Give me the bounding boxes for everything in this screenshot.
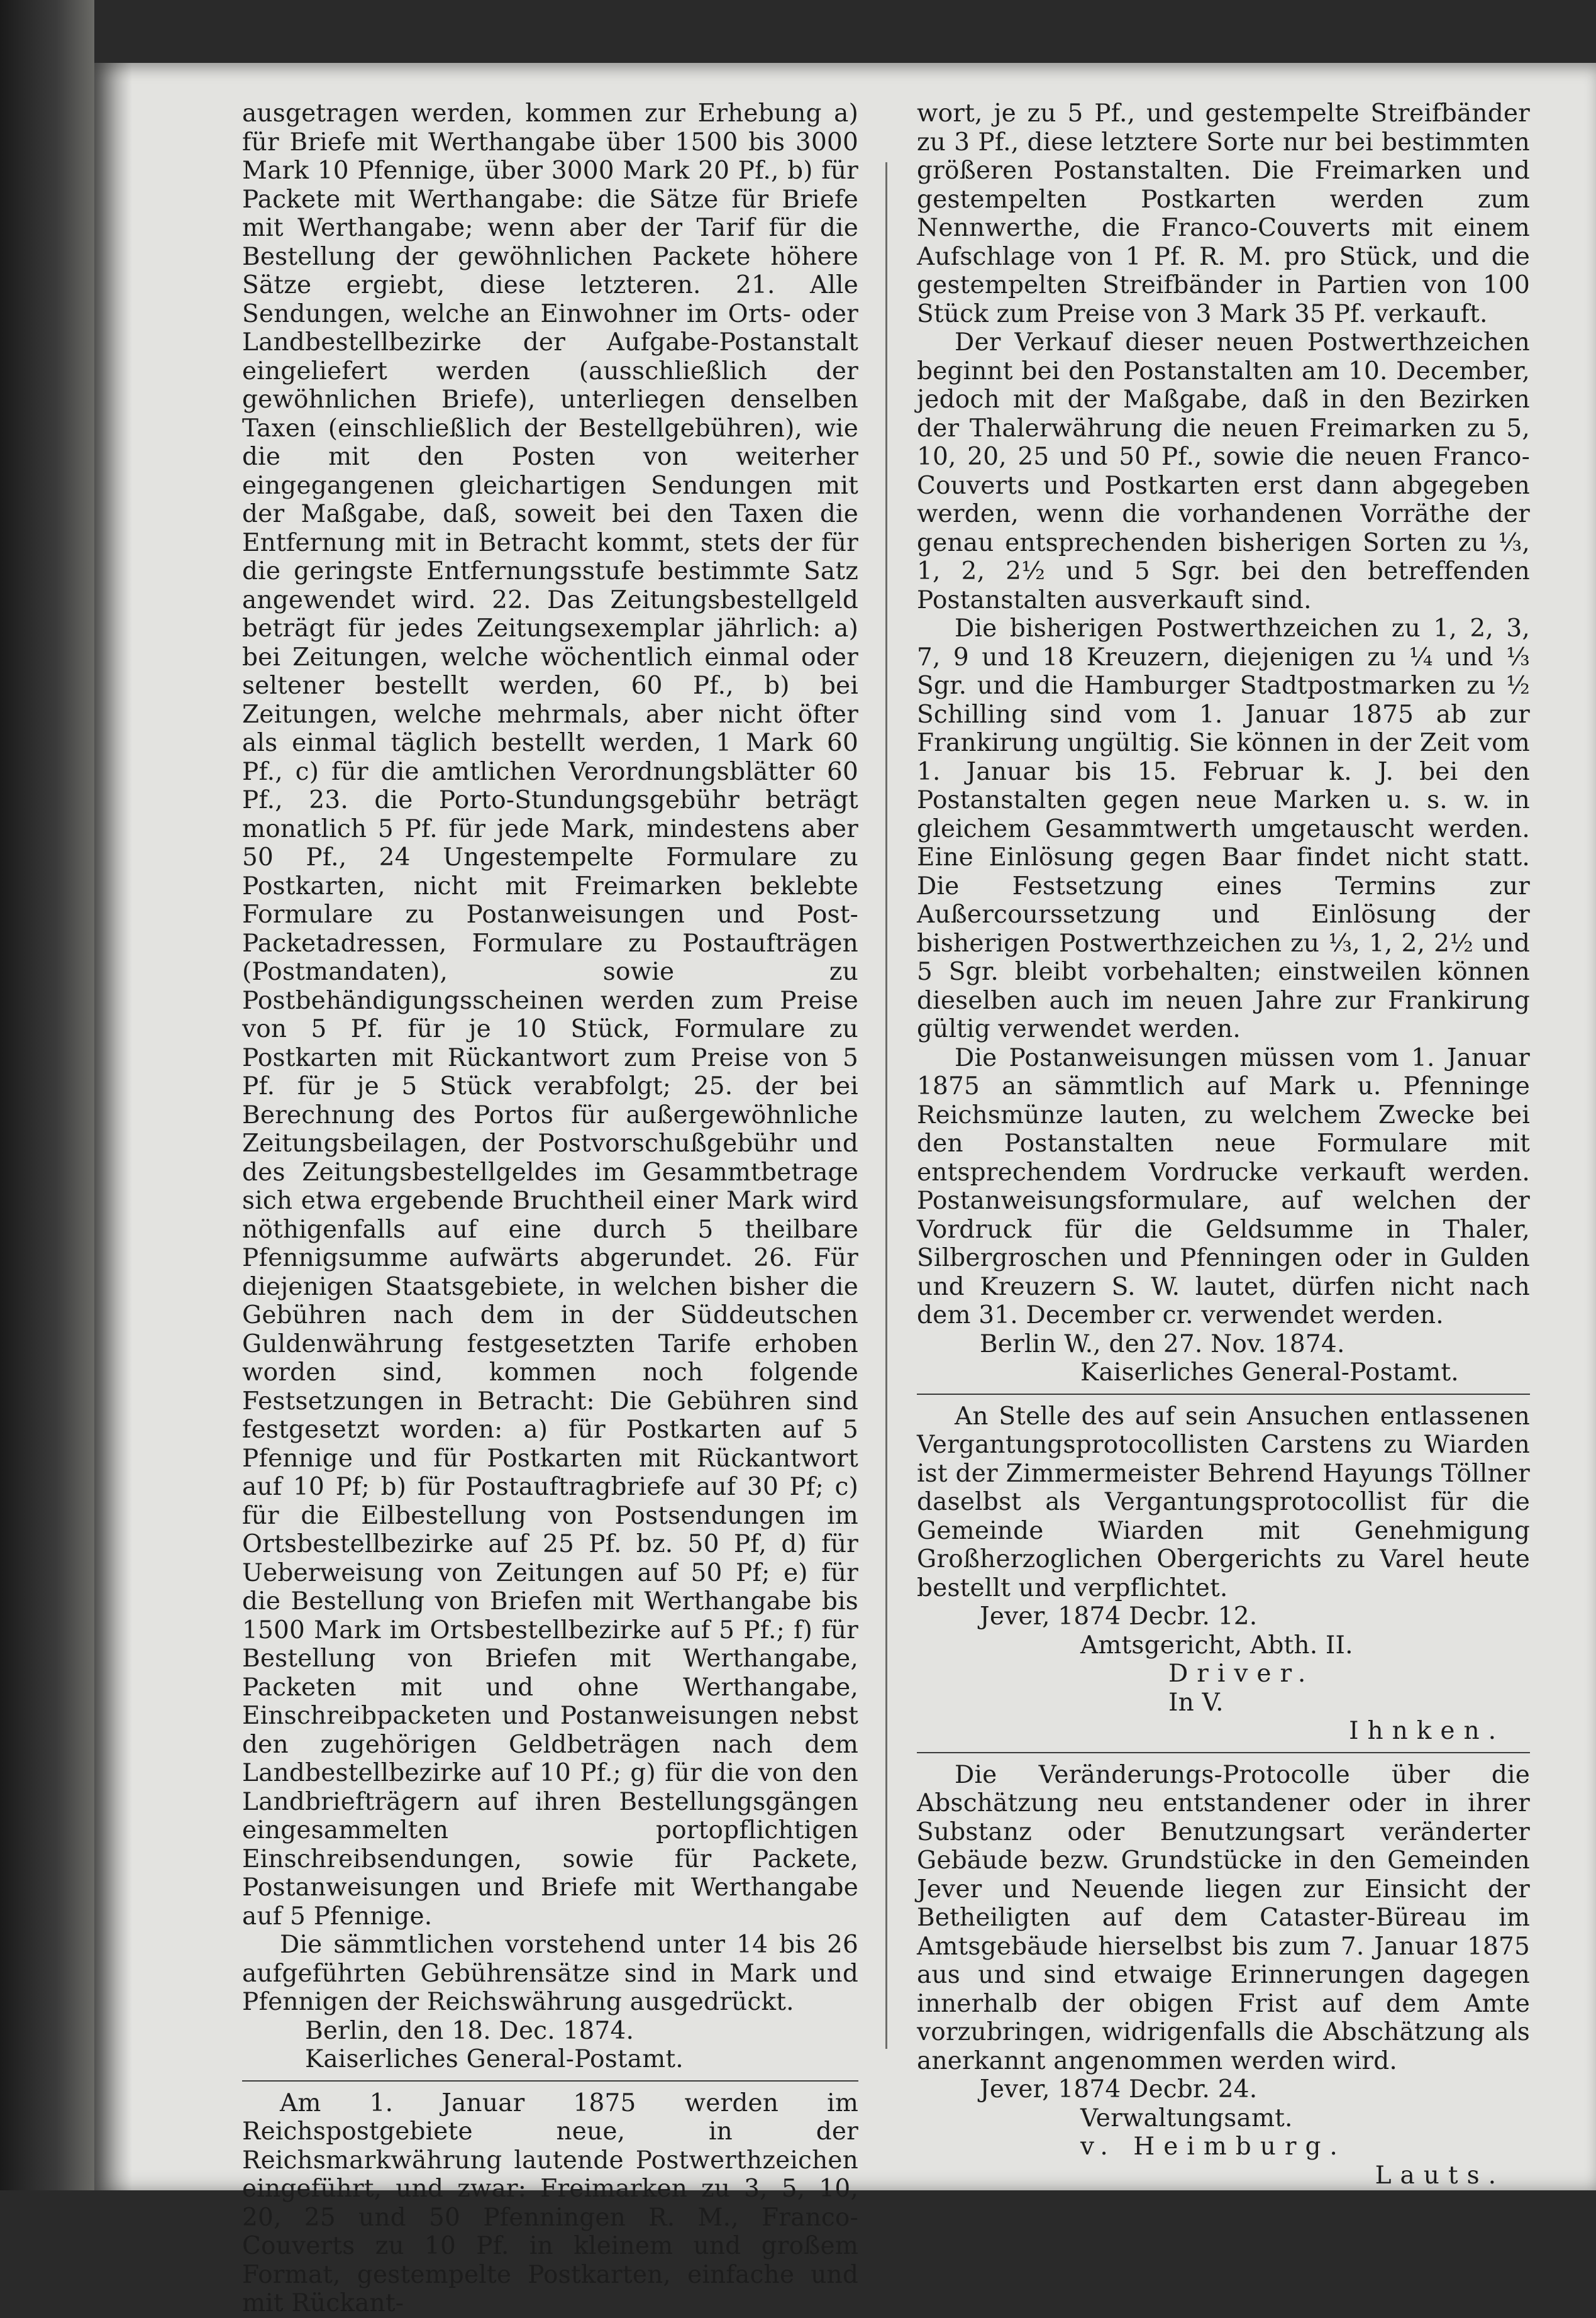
right-paragraph-6: Die Veränderungs-Protocolle über die Abschätzung neu entstandener oder in ihrer Substanz oder Benutzungsart veränderter Gebäude bezw. Grundstücke in den Gemeinden Jever und Neuende liegen zur Einsicht der Betheiligten auf dem Cataster-Büreau im Amtsgebäude hierselbst bis zum 7. Januar 1875 aus und sind etwaige Erinnerungen dagegen innerhalb der obigen Frist auf dem Amte vorzubringen, widrigenfalls die Abschätzung als anerkannt angenommen werden wird. [917,1760,1530,2075]
right-paragraph-5: An Stelle des auf sein Ansuchen entlassenen Vergantungsprotocollisten Carstens zu Wiarden ist der Zimmermeister Behrend Hayungs Töllner daselbst als Vergantungsprotocollist für die Gemeinde Wiarden mit Genehmigung Großherzoglichen Obergerichts zu Varel heute bestellt und verpflichtet. [917,1402,1530,1602]
authority-general-postamt-2: Kaiserliches General-Postamt. [1080,1358,1459,1387]
date-berlin-dec: Berlin, den 18. Dec. 1874. [305,2016,635,2045]
page-binding-shadow [94,63,132,2190]
signature-ihnken: Ihnken. [1349,1717,1505,1745]
section-rule [917,1394,1530,1395]
right-column [917,99,1530,2190]
signature-lauts: Lauts. [1375,2161,1505,2190]
authority-general-postamt-1: Kaiserliches General-Postamt. [305,2045,684,2073]
section-rule [917,1752,1530,1753]
signature-in-v: In V. [1168,1688,1224,1717]
right-paragraph-4: Die Postanweisungen müssen vom 1. Januar 1875 an sämmtlich auf Mark u. Pfenninge Reichsmünze lauten, zu welchem Zwecke bei den Postanstalten neue Formulare mit entsprechendem Vordrucke verkauft werden. Postanweisungsformulare, auf welchen der Vordruck für die Geldsumme in Thaler, Silbergroschen und Pfenningen oder in Gulden und Kreuzern S. W. lautet, dürfen nicht nach dem 31. December cr. verwendet werden. [917,1043,1530,1329]
left-paragraph-1: ausgetragen werden, kommen zur Erhebung a) für Briefe mit Werthangabe über 1500 bis 3000 Mark 10 Pfennige, über 3000 Mark 20 Pf., b) für Packete mit Werthangabe: die Sätze für Briefe mit Werthangabe; wenn aber der Tarif für die Bestellung der gewöhnlichen Packete höhere Sätze ergiebt, diese letzteren. 21. Alle Sendungen, welche an Einwohner im Orts- oder Landbestellbezirke der Aufgabe-Postanstalt eingeliefert werden (ausschließlich der gewöhnlichen Briefe), unterliegen denselben Taxen (einschließlich der Bestellgebühren), wie die mit den Posten von weiterher eingegangenen gleichartigen Sendungen mit der Maßgabe, daß, soweit bei den Taxen die Entfernung mit in Betracht kommt, stets der für die geringste Entfernungsstufe bestimmte Satz angewendet wird. 22. Das Zeitungsbestellgeld beträgt für jedes Zeitungsexemplar jährlich: a) bei Zeitungen, welche wöchentlich einmal oder seltener bestellt werden, 60 Pf., b) bei Zeitungen, welche mehrmals, aber nicht öfter als einmal täglich bestellt werden, 1 Mark 60 Pf., c) für die amtlichen Verordnungsblätter 60 Pf., 23. die Porto-Stundungsgebühr beträgt monatlich 5 Pf. für jede Mark, mindestens aber 50 Pf., 24 Ungestempelte Formulare zu Postkarten, nicht mit Freimarken beklebte Formulare zu Postanweisungen und Post-Packetadressen, Formulare zu Postaufträgen (Postmandaten), sowie zu Postbehändigungsscheinen werden zum Preise von 5 Pf. für je 10 Stück, Formulare zu Postkarten mit Rückantwort zum Preise von 5 Pf. für je 5 Stück verabfolgt; 25. der bei Berechnung des Portos für außergewöhnliche Zeitungsbeilagen, der Postvorschußgebühr und des Zeitungsbestellgeldes im Gesammtbetrage sich etwa ergebende Bruchtheil einer Mark wird nöthigenfalls auf eine durch 5 theilbare Pfennigsumme aufwärts abgerundet. 26. Für diejenigen Staatsgebiete, in welchen bisher die Gebühren nach dem in der Süddeutschen Guldenwährung festgesetzten Tarife erhoben worden sind, kommen noch folgende Festsetzungen in Betracht: Die Gebühren sind festgesetzt worden: a) für Postkarten auf 5 Pfennige und für Postkarten mit Rückantwort auf 10 Pf; b) für Postauftragbriefe auf 30 Pf; c) für die Eilbestellung von Postsendungen im Ortsbestellbezirke auf 25 Pf. bz. 50 Pf, d) für Ueberweisung von Zeitungen auf 50 Pf; e) für die Bestellung von Briefen mit Werthangabe bis 1500 Mark im Ortsbestellbezirke auf 5 Pf.; f) für Bestellung von Briefen mit Werthangabe, Packeten mit und ohne Werthangabe, Einschreibpacketen und Postanweisungen nebst den zugehörigen Geldbeträgen nach dem Landbestellbezirke auf 10 Pf.; g) für die von den Landbriefträgern auf ihren Bestellungsgängen eingesammelten portopflichtigen Einschreibsendungen, sowie für Packete, Postanweisungen und Briefe mit Werthangabe auf 5 Pfennige. [242,99,858,1931]
scan-margin [0,0,94,2190]
signature-driver: Driver. [1168,1660,1315,1688]
date-berlin-nov: Berlin W., den 27. Nov. 1874. [980,1329,1345,1358]
authority-verwaltungsamt: Verwaltungsamt. [1080,2104,1293,2132]
signature-heimburg: v. Heimburg. [1080,2132,1346,2161]
left-paragraph-3: Am 1. Januar 1875 werden im Reichspostgebiete neue, in der Reichsmarkwährung lautende Postwerthzeichen eingeführt, und zwar: Freimarken zu 3, 5, 10, 20, 25 und 50 Pfenningen R. M., Franco-Couverts zu 10 Pf. in kleinem und großem Format, gestempelte Postkarten, einfache und mit Rückant- [242,2088,858,2317]
left-column [242,99,858,2318]
date-jever-dec-12: Jever, 1874 Decbr. 12. [980,1602,1258,1631]
right-paragraph-1: wort, je zu 5 Pf., und gestempelte Streifbänder zu 3 Pf., diese letztere Sorte nur bei bestimmten größeren Postanstalten. Die Freimarken und gestempelten Postkarten werden zum Nennwerthe, die Franco-Couverts mit einem Aufschlage von 1 Pf. R. M. pro Stück, und die gestempelten Streifbänder in Partien von 100 Stück zum Preise von 3 Mark 35 Pf. verkauft. [917,99,1530,328]
right-paragraph-2: Der Verkauf dieser neuen Postwerthzeichen beginnt bei den Postanstalten am 10. December, jedoch mit der Maßgabe, daß in den Bezirken der Thalerwährung die neuen Freimarken zu 5, 10, 20, 25 und 50 Pf., sowie die neuen Franco-Couverts und Postkarten erst dann abgegeben werden, wenn die vorhandenen Vorräthe der genau entsprechenden bisherigen Sorten zu ⅓, 1, 2, 2½ und 5 Sgr. bei den betreffenden Postanstalten ausverkauft sind. [917,328,1530,614]
left-paragraph-2: Die sämmtlichen vorstehend unter 14 bis 26 aufgeführten Gebührensätze sind in Mark und Pfennigen der Reichswährung ausgedrückt. [242,1931,858,2016]
date-jever-dec-24: Jever, 1874 Decbr. 24. [980,2075,1258,2104]
section-rule [242,2080,858,2082]
column-divider [885,162,887,2049]
authority-amtsgericht: Amtsgericht, Abth. II. [1080,1631,1353,1660]
right-paragraph-3: Die bisherigen Postwerthzeichen zu 1, 2, 3, 7, 9 und 18 Kreuzern, diejenigen zu ¼ und ⅓ Sgr. und die Hamburger Stadtpostmarken zu ½ Schilling sind vom 1. Januar 1875 ab zur Frankirung ungültig. Sie können in der Zeit vom 1. Januar bis 15. Februar k. J. bei den Postanstalten gegen neue Marken u. s. w. in gleichem Gesammtwerth umgetauscht werden. Eine Einlösung gegen Baar findet nicht statt. Die Festsetzung eines Termins zur Außercourssetzung und Einlösung der bisherigen Postwerthzeichen zu ⅓, 1, 2, 2½ und 5 Sgr. bleibt vorbehalten; einstweilen können dieselben auch im neuen Jahre zur Frankirung gültig verwendet werden. [917,614,1530,1043]
